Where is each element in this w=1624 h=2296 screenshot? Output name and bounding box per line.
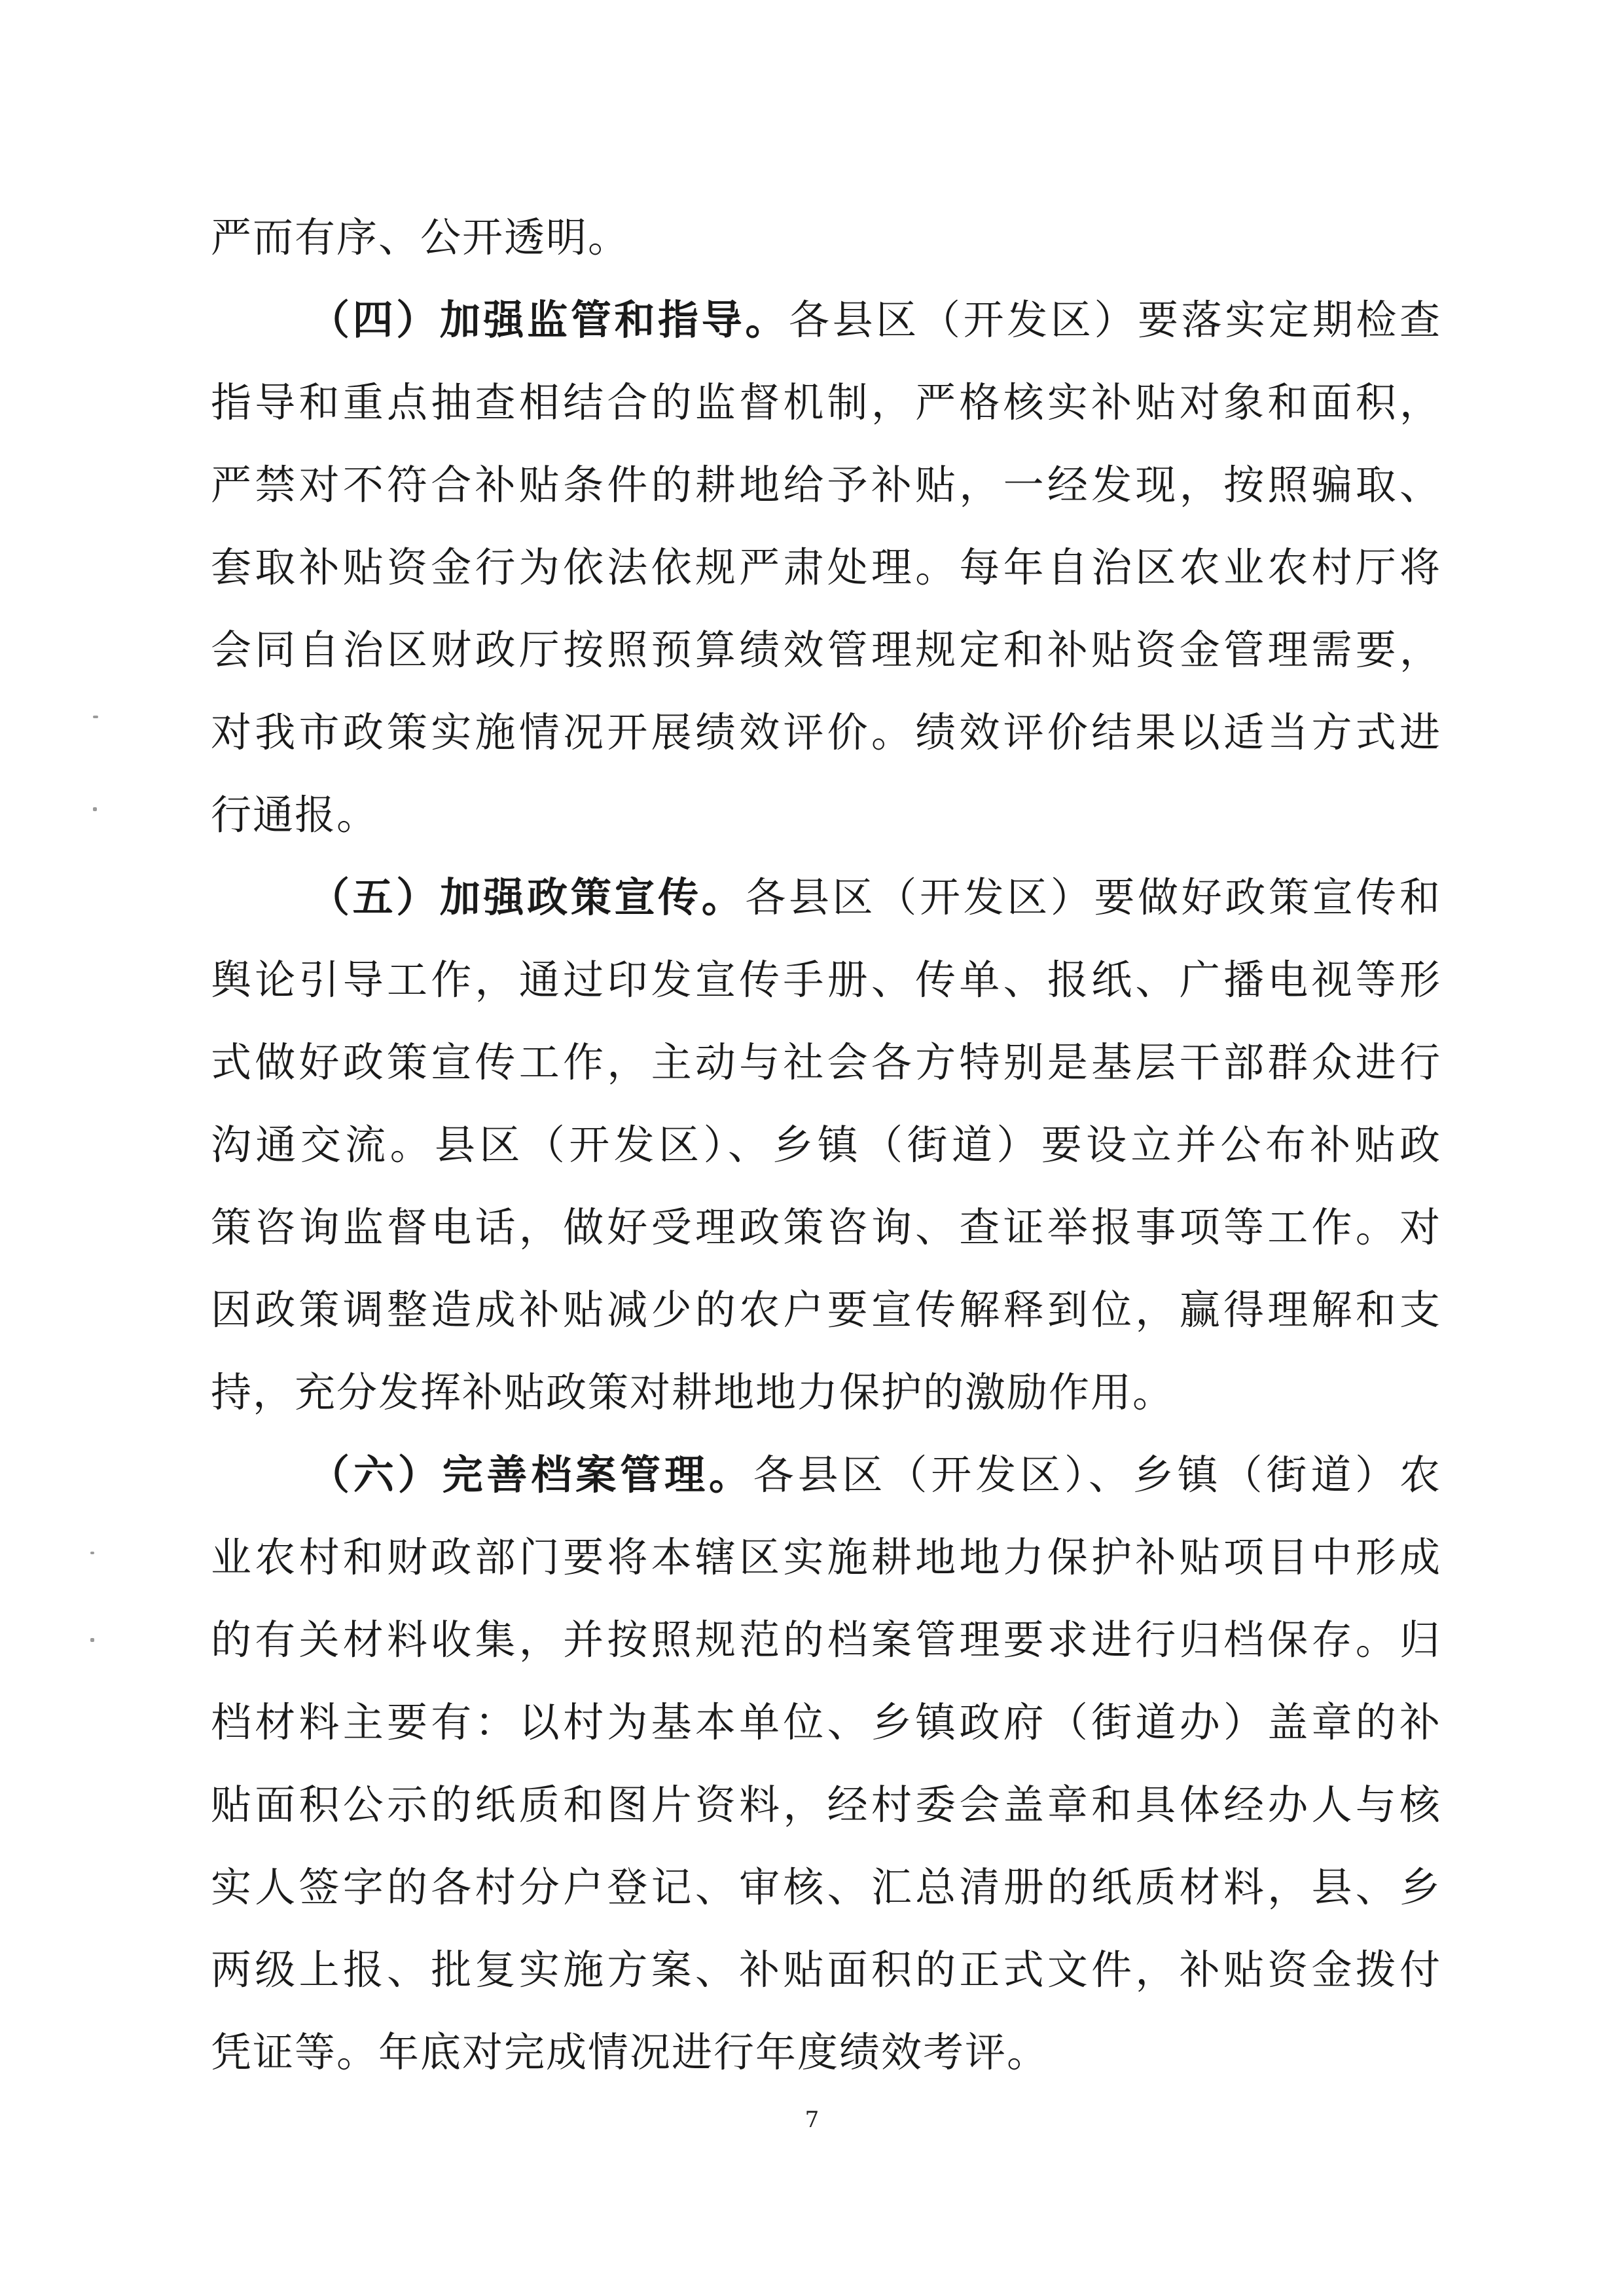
text-line: 行通报。 xyxy=(211,791,379,839)
text-line: 各县区（开发区）要做好政策宣传和 xyxy=(745,873,1441,921)
text-line: 式做好政策宣传工作，主动与社会各方特别是基层干部群众进行 xyxy=(211,1038,1441,1086)
text-line: 持，充分发挥补贴政策对耕地地力保护的激励作用。 xyxy=(211,1368,1175,1416)
text-line: 策咨询监督电话，做好受理政策咨询、查证举报事项等工作。对 xyxy=(211,1203,1441,1251)
scan-mark xyxy=(93,807,97,811)
section-6-heading: （六）完善档案管理。 xyxy=(309,1451,753,1499)
section-6-first-line xyxy=(211,1434,1441,1516)
text-line: 舆论引导工作，通过印发宣传手册、传单、报纸、广播电视等形 xyxy=(211,956,1441,1004)
text-line: 指导和重点抽查相结合的监督机制，严格核实补贴对象和面积， xyxy=(211,378,1441,426)
text-line: 严而有序、公开透明。 xyxy=(211,213,630,261)
text-line: 因政策调整造成补贴减少的农户要宣传解释到位，赢得理解和支 xyxy=(211,1286,1441,1334)
page-number: 7 xyxy=(804,2107,820,2133)
text-line: 两级上报、批复实施方案、补贴面积的正式文件，补贴资金拨付 xyxy=(211,1946,1441,1994)
text-line: 业农村和财政部门要将本辖区实施耕地地力保护补贴项目中形成 xyxy=(211,1533,1441,1581)
scan-mark xyxy=(90,1552,94,1554)
scan-mark xyxy=(90,1638,94,1642)
section-5-first-line xyxy=(211,856,1441,939)
text-line: 沟通交流。县区（开发区）、乡镇（街道）要设立并公布补贴政 xyxy=(211,1121,1441,1169)
text-line: 严禁对不符合补贴条件的耕地给予补贴，一经发现，按照骗取、 xyxy=(211,461,1441,509)
text-line: 对我市政策实施情况开展绩效评价。绩效评价结果以适当方式进 xyxy=(211,708,1441,756)
body-text xyxy=(211,196,1441,2094)
text-line: 实人签字的各村分户登记、审核、汇总清册的纸质材料，县、乡 xyxy=(211,1863,1441,1911)
text-line: 各县区（开发区）要落实定期检查 xyxy=(789,296,1441,344)
text-line: 套取补贴资金行为依法依规严肃处理。每年自治区农业农村厅将 xyxy=(211,543,1441,591)
section-4-heading: （四）加强监管和指导。 xyxy=(309,296,789,344)
scan-mark xyxy=(93,716,98,718)
text-line: 的有关材料收集，并按照规范的档案管理要求进行归档保存。归 xyxy=(211,1616,1441,1664)
text-line: 会同自治区财政厅按照预算绩效管理规定和补贴资金管理需要， xyxy=(211,626,1441,674)
section-4-first-line xyxy=(211,279,1441,361)
section-5-heading: （五）加强政策宣传。 xyxy=(309,873,746,921)
text-line: 各县区（开发区）、乡镇（街道）农 xyxy=(753,1451,1441,1499)
text-line: 档材料主要有：以村为基本单位、乡镇政府（街道办）盖章的补 xyxy=(211,1698,1441,1746)
text-line: 凭证等。年底对完成情况进行年度绩效考评。 xyxy=(211,2028,1049,2076)
text-line: 贴面积公示的纸质和图片资料，经村委会盖章和具体经办人与核 xyxy=(211,1781,1441,1829)
